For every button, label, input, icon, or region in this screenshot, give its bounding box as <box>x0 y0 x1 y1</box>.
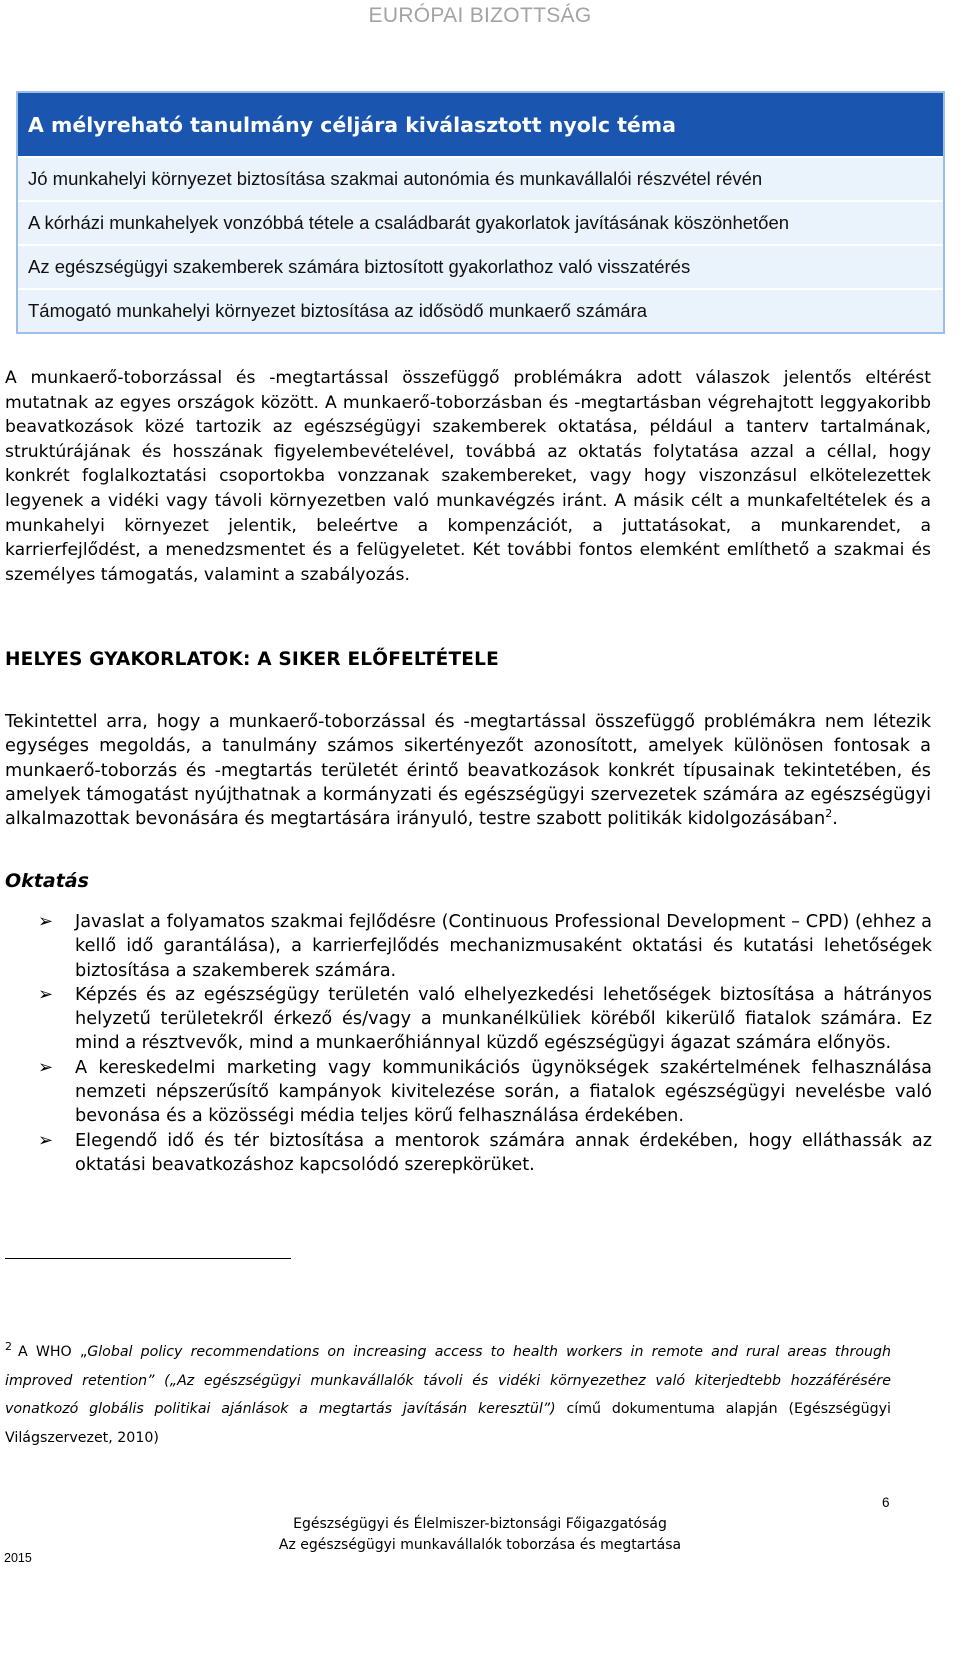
list-item-text: Képzés és az egészségügy területén való elhelyezkedési lehetőségek biztosítása a hátrányos helyzetű területekről érkező és/vagy a munkanélküliek köréből kikerülő fiatalok számára. Ez mind a résztvevők, mind a munkaerőhiánnyal küzdő egészségügyi ágazat számára előnyös. <box>75 984 932 1054</box>
list-item <box>38 910 932 983</box>
footnote-reference[interactable]: 2 <box>825 807 833 821</box>
topics-box <box>16 91 945 334</box>
page-number: 6 <box>882 1495 890 1510</box>
section-title-good-practices: HELYES GYAKORLATOK: A SIKER ELŐFELTÉTELE <box>5 649 499 670</box>
organization-header: EURÓPAI BIZOTTSÁG <box>368 4 592 27</box>
topics-box-title: A mélyreható tanulmány céljára kiválasztott nyolc téma <box>18 93 943 156</box>
footer-year: 2015 <box>4 1551 32 1565</box>
list-item <box>38 1056 932 1129</box>
footnote <box>5 1333 891 1452</box>
footer-directorate: Egészségügyi és Élelmiszer-biztonsági Főigazgatóság <box>293 1516 667 1532</box>
topic-row: Támogató munkahelyi környezet biztosítása az idősödő munkaerő számára <box>18 288 943 332</box>
paragraph-success-factors-text: Tekintettel arra, hogy a munkaerő-toborzással és -megtartással összefüggő problémákra nem létezik egységes megoldás, a tanulmány számos sikertényezőt azonosított, amelyek különösen fontosak a munkaerő-toborzás és -megtartás területét érintő beavatkozások konkrét típusainak tekintetében, és amelyek támogatást nyújthatnak a kormányzati és egészségügyi szervezetek számára az egészségügyi alkalmazottak bevonására és megtartására irányuló, testre szabott politikák kidolgozásában <box>5 712 931 830</box>
footnote-number: 2 <box>5 1340 12 1353</box>
list-item-text: Elegendő idő és tér biztosítása a mentorok számára annak érdekében, hogy elláthassák az oktatási beavatkozáshoz kapcsolódó szerepkörüket. <box>75 1130 932 1175</box>
footnote-suffix: című dokumentuma alapján (Egészségügyi Világszervezet, 2010) <box>5 1401 891 1446</box>
topic-row: A kórházi munkahelyek vonzóbbá tétele a családbarát gyakorlatok javításának köszönhetően <box>18 200 943 244</box>
arrow-bullet-icon: ➢ <box>38 1056 54 1078</box>
list-item <box>38 983 932 1056</box>
footnote-separator <box>5 1258 291 1259</box>
footnote-prefix: A WHO „ <box>18 1344 88 1360</box>
arrow-bullet-icon: ➢ <box>38 1129 54 1151</box>
topic-row: Az egészségügyi szakemberek számára biztosított gyakorlathoz való visszatérés <box>18 244 943 288</box>
paragraph-success-factors <box>5 710 931 831</box>
footnote-document-title: Global policy recommendations on increasing access to health workers in remote and rural areas through improved retention” („Az egészségügyi munkavállalók távoli és vidéki környezethez való kiterjedtebb hozzáférésére vonatkozó globális politikai ajánlások a megtartás javításán keresztül”) <box>5 1344 891 1418</box>
list-item-text: Javaslat a folyamatos szakmai fejlődésre (Continuous Professional Development – CPD) (ehhez a kellő idő garantálása), a karrierfejlődés mechanizmusaként oktatási és kutatási lehetőségek biztosítása a szakemberek számára. <box>75 912 932 981</box>
topic-row: Jó munkahelyi környezet biztosítása szakmai autonómia és munkavállalói részvétel révén <box>18 156 943 200</box>
arrow-bullet-icon: ➢ <box>38 983 54 1005</box>
arrow-bullet-icon: ➢ <box>38 911 54 932</box>
paragraph-end-punctuation: . <box>832 809 838 830</box>
paragraph-country-responses: A munkaerő-toborzással és -megtartással összefüggő problémákra adott válaszok jelentős eltérést mutatnak az egyes országok között. A munkaerő-toborzásban és -megtartásban végrehajtott leggyakoribb beavatkozások közé tartozik az egészségügyi szakemberek oktatása, például a tanterv tartalmának, struktúrájának és hosszának figyelembevételével, továbbá az oktatás folytatása azzal a céllal, hogy konkrét foglalkoztatási csoportokba vonzzanak szakembereket, vagy hogy viszonzásul elkötelezettek legyenek a vidéki vagy távoli környezetben való munkavégzés iránt. A másik célt a munkafeltételek és a munkahelyi környezet jelentik, beleértve a kompenzációt, a juttatásokat, a munkarendet, a karrierfejlődést, a menedzsmentet és a felügyeletet. Két további fontos elemként említhető a szakmai és személyes támogatás, valamint a szabályozás. <box>5 368 931 585</box>
education-bullet-list <box>38 910 932 1177</box>
list-item-text: A kereskedelmi marketing vagy kommunikációs ügynökségek szakértelmének felhasználása nemzeti népszerűsítő kampányok kivitelezése során, a fiatalok egészségügyi nevelésbe való bevonása és a közösségi média teljes körű felhasználása érdekében. <box>75 1057 932 1127</box>
subsection-title-education: Oktatás <box>5 870 89 892</box>
list-item <box>38 1129 932 1178</box>
footer-document-title: Az egészségügyi munkavállalók toborzása és megtartása <box>278 1537 682 1553</box>
